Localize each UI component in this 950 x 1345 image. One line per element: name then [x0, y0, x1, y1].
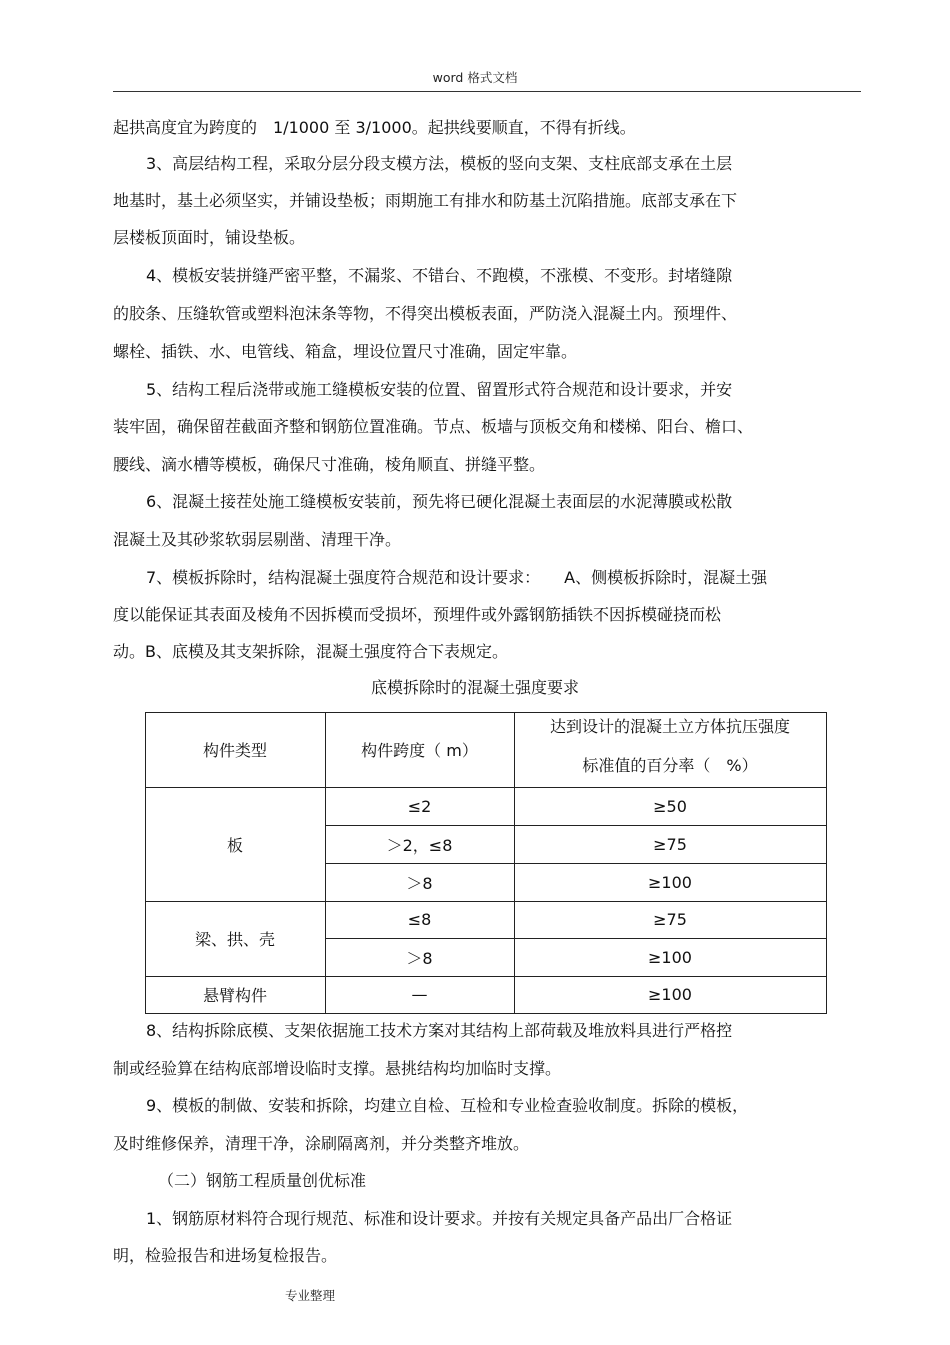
- paragraph-line: 层楼板顶面时，铺设垫板。: [113, 228, 306, 247]
- percentage-cell: ≥100: [648, 947, 692, 967]
- paragraph-line: 8、结构拆除底模、支架依据施工技术方案对其结构上部荷载及堆放料具进行严格控: [146, 1021, 733, 1040]
- paragraph-line: 动。B、底模及其支架拆除，混凝土强度符合下表规定。: [113, 642, 508, 661]
- paragraph-line: 3、高层结构工程，采取分层分段支模方法，模板的竖向支架、支柱底部支承在土层: [146, 154, 733, 173]
- section-heading: （二）钢筋工程质量创优标准: [158, 1171, 367, 1190]
- span-cell: ＞2，≤8: [386, 835, 453, 855]
- header-percentage-line1: 达到设计的混凝土立方体抗压强度: [549, 717, 790, 736]
- paragraph-line: 6、混凝土接茬处施工缝模板安装前，预先将已硬化混凝土表面层的水泥薄膜或松散: [146, 492, 733, 511]
- type-cell-beam: 梁、拱、壳: [194, 930, 275, 949]
- table-caption: 底模拆除时的混凝土强度要求: [370, 678, 579, 697]
- header-type: 构件类型: [202, 741, 267, 760]
- header-divider: [113, 91, 861, 92]
- paragraph-line: 腰线、滴水槽等模板，确保尺寸准确，棱角顺直、拼缝平整。: [113, 455, 546, 474]
- paragraph-line: 9、模板的制做、安装和拆除，均建立自检、互检和专业检查验收制度。拆除的模板，: [146, 1096, 749, 1115]
- header-percentage-line2: 标准值的百分率（ %）: [582, 756, 758, 775]
- strength-table: [145, 712, 827, 1014]
- paragraph-line: 4、模板安装拼缝严密平整，不漏浆、不错台、不跑模，不涨模、不变形。封堵缝隙: [146, 266, 733, 285]
- percentage-cell: ≥75: [653, 834, 687, 854]
- paragraph-line: 起拱高度宜为跨度的 1/1000 至 3/1000。起拱线要顺直，不得有折线。: [113, 118, 636, 137]
- type-cell-cantilever: 悬臂构件: [202, 986, 267, 1005]
- paragraph-line: 制或经验算在结构底部增设临时支撑。悬挑结构均加临时支撑。: [113, 1059, 562, 1078]
- paragraph-line: 及时维修保养，清理干净，涂刷隔离剂，并分类整齐堆放。: [113, 1134, 530, 1153]
- paragraph-line: 螺栓、插铁、水、电管线、箱盒，埋设位置尺寸准确，固定牢靠。: [113, 342, 578, 361]
- header-percentage: [514, 712, 826, 787]
- page-footer: 专业整理: [285, 1288, 336, 1303]
- percentage-cell: ≥100: [648, 985, 692, 1004]
- percentage-cell: ≥75: [653, 910, 687, 929]
- paragraph-line: 地基时，基土必须坚实，并铺设垫板；雨期施工有排水和防基土沉陷措施。底部支承在下: [113, 191, 738, 210]
- page-header: word 格式文档: [432, 70, 518, 85]
- percentage-cell: ≥50: [653, 796, 687, 816]
- paragraph-line: 度以能保证其表面及棱角不因拆模而受损坏，预埋件或外露钢筋插铁不因拆模碰挠而松: [113, 605, 722, 624]
- paragraph-line: 5、结构工程后浇带或施工缝模板安装的位置、留置形式符合规范和设计要求，并安: [146, 380, 733, 399]
- percentage-cell: ≥100: [648, 872, 692, 892]
- span-cell: ＞8: [406, 948, 433, 968]
- paragraph-line: 的胶条、压缝软管或塑料泡沫条等物，不得突出模板表面，严防浇入混凝土内。预埋件、: [113, 304, 738, 323]
- span-cell: —: [411, 985, 428, 1004]
- paragraph-line: 装牢固，确保留茬截面齐整和钢筋位置准确。节点、板墙与顶板交角和楼梯、阳台、檐口、: [113, 417, 754, 436]
- span-cell: ≤2: [407, 796, 432, 816]
- paragraph-line: 7、模板拆除时，结构混凝土强度符合规范和设计要求： A、侧模板拆除时，混凝土强: [146, 568, 768, 587]
- span-cell: ＞8: [406, 873, 433, 893]
- type-cell-slab: 板: [226, 835, 243, 855]
- paragraph-line: 混凝土及其砂浆软弱层剔凿、清理干净。: [113, 530, 402, 549]
- header-span: 构件跨度（ m）: [361, 741, 478, 760]
- paragraph-line: 明，检验报告和进场复检报告。: [113, 1246, 338, 1265]
- span-cell: ≤8: [407, 910, 432, 929]
- paragraph-line: 1、钢筋原材料符合现行规范、标准和设计要求。并按有关规定具备产品出厂合格证: [146, 1209, 733, 1228]
